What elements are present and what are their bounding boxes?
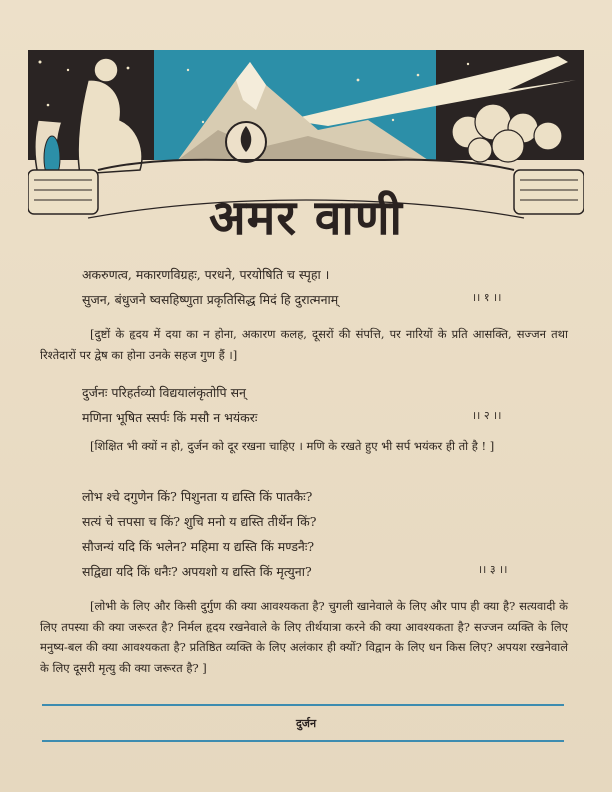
verse-1-meaning: [दुष्टों के हृदय में दया का न होना, अकारण कलह, दूसरों की संपत्ति, पर नारियों के प्रति आसक्ति, सज्जन तथा रिश्तेदारों पर द्वेष का होना उनके सहज गुण हैं ।] (40, 327, 568, 362)
verse-3 (82, 484, 316, 584)
verse-line: दुर्जनः परिहर्तव्यो विद्ययालंकृतोपि सन् (82, 385, 246, 400)
verse-line: मणिना भूषित स्सर्पः किं मसौ न भयंकरः (82, 410, 258, 425)
verse-2 (82, 380, 257, 430)
divider-bottom (42, 740, 564, 742)
page-title: अमर वाणी (209, 190, 403, 246)
verse-3-meaning: [लोभी के लिए और किसी दुर्गुण की क्या आवश्यकता है? चुगली खानेवाले के लिए और पाप ही क्या है? सत्यवादी के लिए तपस्या की क्या जरूरत है? निर्मल हृदय रखनेवाले के लिए तीर्थयात्रा करने की क्या आवश्यकता है? सज्जन व्यक्ति के लिए मनुष्य-बल की क्या आवश्यकता है? प्रतिष्ठित व्यक्ति के लिए अलंकार ही क्यों? विद्वान के लिए धन किस लिए? अपयश रखनेवाले के लिए दूसरी मृत्यु की क्या जरूरत है? ] (40, 599, 568, 675)
verse-line: लोभ श्चे दगुणेन किं? पिशुनता य द्यस्ति किं पातकैः? (82, 489, 313, 504)
footer-caption: दुर्जन (295, 717, 317, 730)
verse-number: ।। २ ।। (472, 409, 502, 422)
verse-2-meaning: [शिक्षित भी क्यों न हो, दुर्जन को दूर रखना चाहिए । मणि के रखते हुए भी सर्प भयंकर ही तो है ! ] (90, 439, 495, 453)
divider-top (42, 704, 564, 706)
verse-line: सद्विद्या यदि किं धनैः? अपयशो य द्यस्ति किं मृत्युना? (82, 564, 312, 579)
verse-line: सुजन, बंधुजने ष्वसहिष्णुता प्रकृतिसिद्ध मिदं हि दुरात्मनाम् (82, 292, 339, 307)
verse-number: ।। ३ ।। (478, 563, 508, 576)
verse-line: अकरुणत्व, मकारणविग्रहः, परधने, परयोषिति च स्पृहा । (82, 267, 330, 282)
verse-line: सौजन्यं यदि किं भलेन? महिमा य द्यस्ति किं मण्डनैः? (82, 539, 315, 554)
verse-1 (82, 262, 338, 312)
verse-line: सत्यं चे त्तपसा च किं? शुचि मनो य द्यस्ति तीर्थेन किं? (82, 514, 317, 529)
verse-number: ।। १ ।। (472, 291, 502, 304)
